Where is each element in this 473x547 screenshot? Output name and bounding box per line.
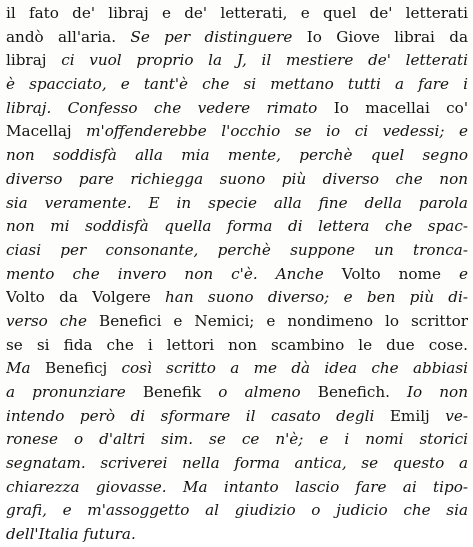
italic-text-segment: diverso pare richiegga suono più diverso che non <box>6 169 468 188</box>
text-line <box>6 523 468 547</box>
text-line <box>6 2 468 26</box>
roman-text-segment: Benefich. <box>317 383 408 401</box>
text-line <box>6 381 468 405</box>
italic-text-segment: e <box>459 264 468 283</box>
italic-text-segment: intendo però di sformare il casato degli <box>6 406 390 425</box>
text-line <box>6 476 468 500</box>
italic-text-segment: han suono diverso; e ben più di- <box>165 288 468 307</box>
text-line <box>6 428 468 452</box>
italic-text-segment: ci vuol proprio la J, il mestiere de' letterati <box>61 51 468 70</box>
text-line <box>6 310 468 334</box>
roman-text-segment: Benefik <box>142 383 219 401</box>
roman-text-segment: Volto da Volgere <box>6 288 165 307</box>
italic-text-segment: non mi soddisfà quella forma di lettera che spac- <box>6 217 468 236</box>
italic-text-segment: libraj. Confesso che vedere rimato <box>6 98 334 117</box>
text-line <box>6 97 468 121</box>
roman-text-segment: Macellaj <box>6 122 87 141</box>
text-line <box>6 49 468 73</box>
body-text-paragraph <box>6 2 468 547</box>
text-line <box>6 168 468 192</box>
italic-text-segment: verso che <box>6 311 100 330</box>
italic-text-segment: Se per distinguere <box>130 27 307 46</box>
roman-text-segment: se si fida che i lettori non scambino le due cose. <box>6 335 468 354</box>
italic-text-segment: Ma <box>6 359 45 378</box>
italic-text-segment: ronese o d'altri sim. se ce n'è; e i nomi storici <box>6 430 468 449</box>
roman-text-segment: Emilj <box>389 406 446 425</box>
italic-text-segment: grafi, e m'assoggetto al giudizio o judicio che sia <box>6 501 468 520</box>
text-line <box>6 334 468 358</box>
roman-text-segment: Benefici e Nemici; e nondimeno lo scrittor <box>99 311 468 330</box>
italic-text-segment: segnatam. scriverei nella forma antica, se questo a <box>6 454 468 473</box>
text-line <box>6 120 468 144</box>
italic-text-segment: non soddisfà alla mia mente, perchè quel segno <box>6 146 468 165</box>
text-line <box>6 263 468 287</box>
roman-text-segment: Io Giove librai da <box>306 27 468 46</box>
roman-text-segment: libraj <box>6 51 62 70</box>
italic-text-segment: ciasi per consonante, perchè suppone un tronca- <box>6 240 468 259</box>
italic-text-segment: m'offenderebbe l'occhio se io ci vedessi; e <box>86 122 468 141</box>
text-line <box>6 286 468 310</box>
text-line <box>6 239 468 263</box>
italic-text-segment: chiarezza giovasse. Ma intanto lascio fare ai tipo- <box>6 477 468 496</box>
italic-text-segment: Io non <box>407 383 468 401</box>
text-line <box>6 26 468 50</box>
italic-text-segment: così scritto a me dà idea che abbiasi <box>121 359 468 378</box>
text-line <box>6 73 468 97</box>
roman-text-segment: Beneficj <box>44 359 122 378</box>
italic-text-segment: sia veramente. E in specie alla fine della parola <box>6 193 468 212</box>
italic-text-segment: ve- <box>445 406 468 425</box>
text-line <box>6 357 468 381</box>
roman-text-segment: il fato de' libraj e de' letterati, e quel de' letterati <box>6 4 468 22</box>
roman-text-segment: andò all'aria. <box>6 27 131 46</box>
roman-text-segment: Io macellai co' <box>333 98 468 117</box>
text-line <box>6 192 468 216</box>
text-line <box>6 405 468 429</box>
roman-text-segment: Volto nome <box>341 264 459 283</box>
italic-text-segment: o almeno <box>218 383 318 401</box>
text-line <box>6 215 468 239</box>
italic-text-segment: mento che invero non c'è. Anche <box>6 264 342 283</box>
italic-text-segment: dell'Italia futura. <box>6 525 136 544</box>
text-line <box>6 499 468 523</box>
text-line <box>6 452 468 476</box>
italic-text-segment: a pronunziare <box>6 383 143 401</box>
text-line <box>6 144 468 168</box>
italic-text-segment: è spacciato, e tant'è che si mettano tutti a fare i <box>6 75 468 94</box>
